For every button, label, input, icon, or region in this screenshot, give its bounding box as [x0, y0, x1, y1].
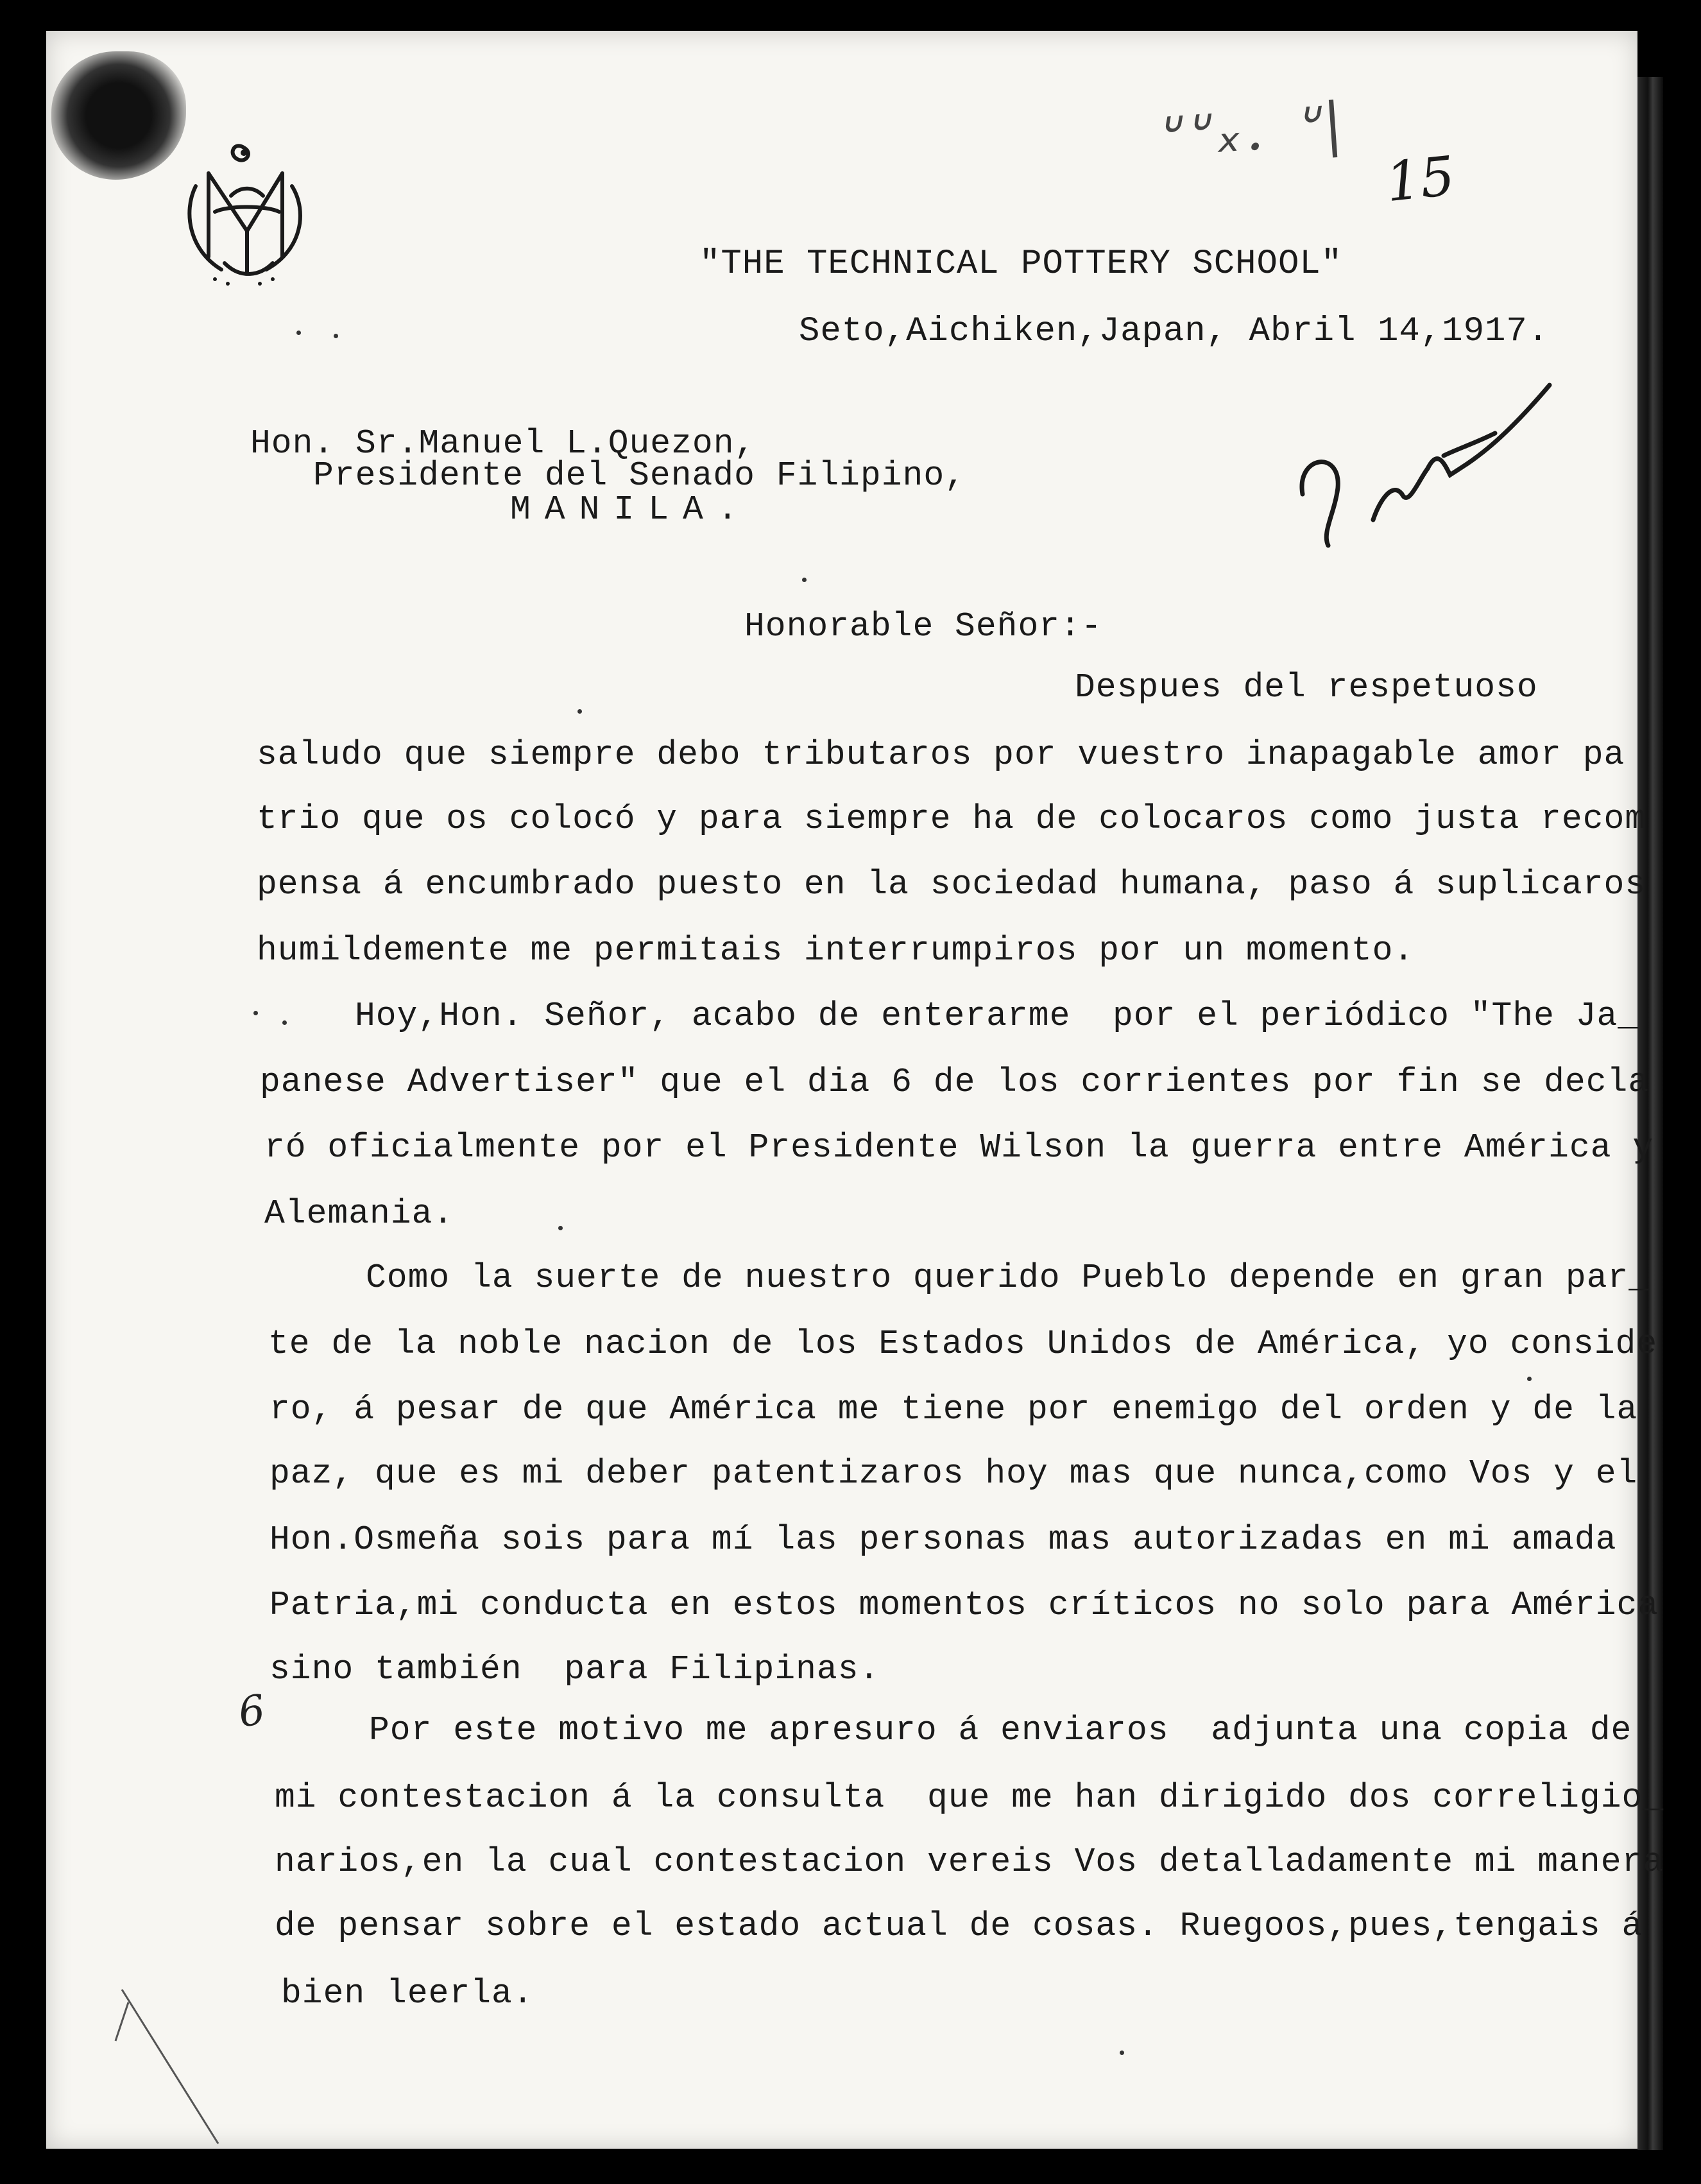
letterhead-dateline: Seto,Aichiken,Japan, Abril 14,1917. — [799, 312, 1550, 351]
body-line: narios,en la cual contestacion vereis Vos detalladamente mi manera — [275, 1843, 1664, 1881]
body-line: te de la noble nacion de los Estados Unidos de América, yo conside — [268, 1325, 1658, 1363]
body-line: saludo que siempre debo tributaros por vuestro inapagable amor pa — [257, 735, 1625, 774]
body-line: ró oficialmente por el Presidente Wilson la guerra entre América y — [264, 1128, 1654, 1167]
body-line: paz, que es mi deber patentizaros hoy mas que nunca,como Vos y el — [269, 1454, 1638, 1493]
body-line: Despues del respetuoso — [1075, 668, 1538, 707]
handwritten-reference-number: ᐡᐡ᙮. ᐡ| — [1152, 89, 1351, 171]
handwritten-scribble — [1290, 372, 1559, 558]
monogram-emblem — [170, 135, 318, 295]
body-line: pensa á encumbrado puesto en la sociedad humana, paso á suplicaros — [257, 865, 1646, 904]
paper-speck — [1120, 2051, 1124, 2055]
paper-speck — [1527, 1377, 1532, 1381]
body-line: panese Advertiser" que el dia 6 de los corrientes por fin se decla — [260, 1063, 1650, 1101]
body-line: Patria,mi conducta en estos momentos críticos no solo para América — [269, 1586, 1659, 1624]
body-line: mi contestacion á la consulta que me han dirigido dos correligio_ — [275, 1778, 1664, 1817]
body-line: Hoy,Hon. Señor, acabo de enterarme por el periódico "The Ja_ — [355, 997, 1639, 1035]
handwritten-page-number: 15 — [1383, 144, 1458, 214]
body-line: Como la suerte de nuestro querido Pueblo depende en gran par_ — [366, 1259, 1650, 1297]
paper-speck — [253, 1011, 258, 1015]
body-line: Hon.Osmeña sois para mí las personas mas autorizadas en mi amada — [269, 1520, 1617, 1559]
body-line: Por este motivo me apresuro á enviaros adjunta una copia de — [369, 1711, 1632, 1750]
address-line: Hon. Sr.Manuel L.Quezon, — [250, 424, 756, 463]
body-line: sino también para Filipinas. — [269, 1650, 880, 1689]
salutation: Honorable Señor:- — [744, 607, 1102, 646]
paper-speck — [296, 331, 301, 335]
address-line: MANILA. — [510, 490, 752, 529]
address-line: Presidente del Senado Filipino, — [313, 456, 966, 495]
paper-speck — [334, 334, 338, 338]
margin-mark: 6 — [235, 1686, 268, 1737]
letterhead-school-name: "THE TECHNICAL POTTERY SCHOOL" — [699, 245, 1343, 284]
page-fold-line — [103, 1977, 295, 2156]
body-line: de pensar sobre el estado actual de cosas. Ruegoos,pues,tengais á — [275, 1907, 1643, 1945]
paper-speck — [802, 578, 807, 582]
page-edge-shadow — [1637, 77, 1663, 2150]
body-line: trio que os colocó y para siempre ha de colocaros como justa recom — [257, 800, 1646, 838]
paper-speck — [558, 1226, 563, 1230]
paper-speck — [577, 709, 582, 714]
paper-speck — [282, 1020, 287, 1025]
body-line: bien leerla. — [281, 1974, 534, 2013]
body-line: ro, á pesar de que América me tiene por enemigo del orden y de la — [269, 1390, 1638, 1429]
body-line: humildemente me permitais interrumpiros por un momento. — [257, 931, 1415, 970]
body-line: Alemania. — [264, 1194, 454, 1233]
